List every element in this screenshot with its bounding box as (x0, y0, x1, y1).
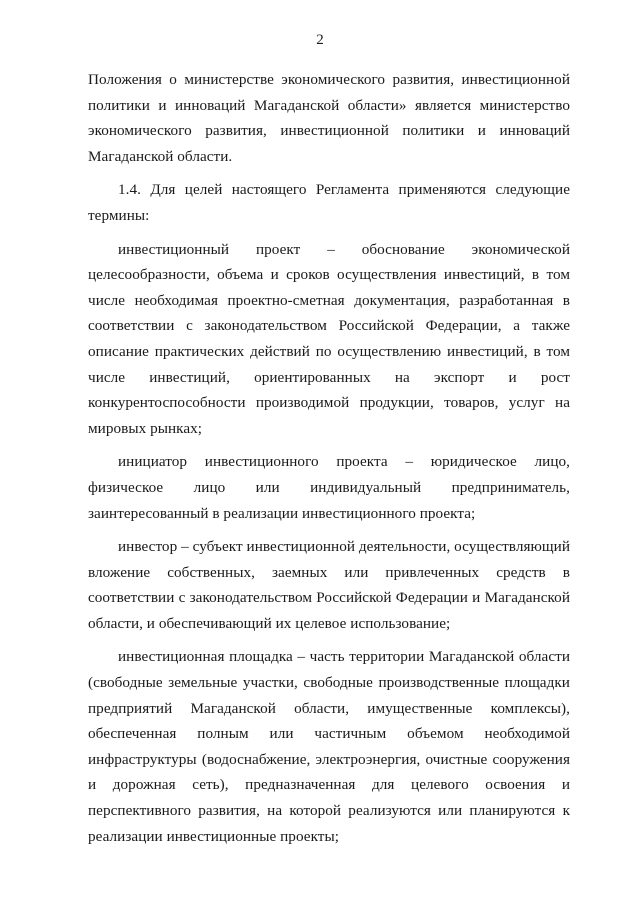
page-number: 2 (316, 32, 324, 48)
document-body (88, 67, 570, 857)
paragraph-term-investor: инвестор – субъект инвестиционной деятельности, осуществляющий вложение собственных, заемных или привлеченных средств в соответствии с законодательством Российской Федерации и Магаданской области, и обеспечивающий их целевое использование; (88, 538, 570, 632)
paragraph-continuation: Положения о министерстве экономического развития, инвестиционной политики и инноваций Магаданской области» является министерство экономического развития, инвестиционной политики и инноваций Магаданской области. (88, 71, 570, 165)
paragraph-terms-intro: 1.4. Для целей настоящего Регламента применяются следующие термины: (88, 181, 570, 224)
paragraph-term-project-initiator: инициатор инвестиционного проекта – юридическое лицо, физическое лицо или индивидуальный предприниматель, заинтересованный в реализации инвестиционного проекта; (88, 453, 570, 522)
paragraph-term-investment-site: инвестиционная площадка – часть территории Магаданской области (свободные земельные участки, свободные производственные площадки предприятий Магаданской области, имущественные комплексы), обеспеченная полным или частичным объемом необходимой инфраструктуры (водоснабжение, электроэнергия, очистные сооружения и дорожная сеть), предназначенная для целевого освоения и перспективного развития, на которой реализуются или планируются к реализации инвестиционные проекты; (88, 648, 570, 845)
paragraph-term-investment-project: инвестиционный проект – обоснование экономической целесообразности, объема и сроков осуществления инвестиций, в том числе необходимая проектно-сметная документация, разработанная в соответствии с законодательством Российской Федерации, а также описание практических действий по осуществлению инвестиций, в том числе инвестиций, ориентированных на экспорт и рост конкурентоспособности производимой продукции, товаров, услуг на мировых рынках; (88, 240, 570, 437)
